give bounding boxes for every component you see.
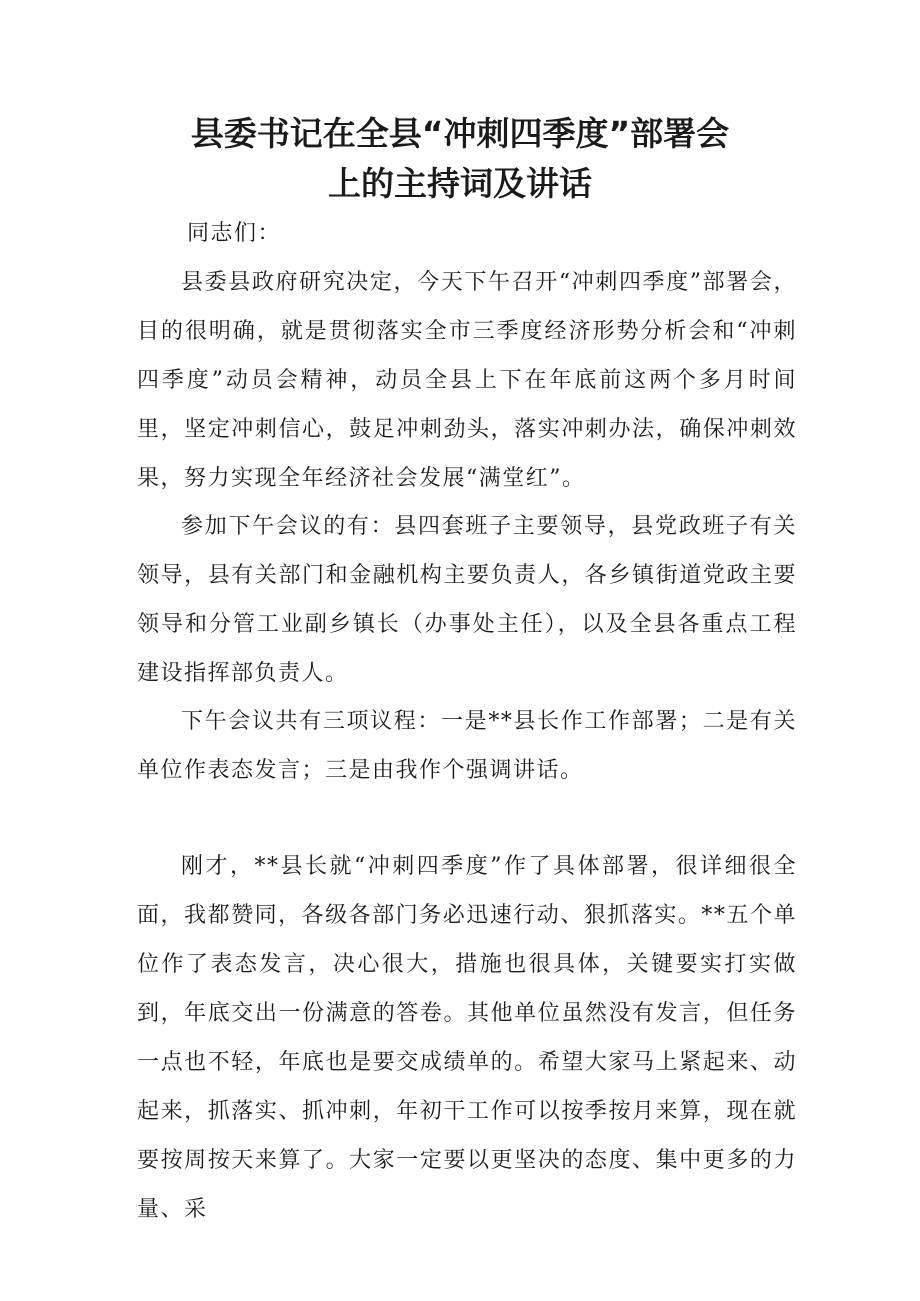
paragraph-attendees: 参加下午会议的有：县四套班子主要领导，县党政班子有关领导，县有关部门和金融机构主要负责人，各乡镇街道党政主要领导和分管工业副乡镇长（办事处主任），以及全县各重点工程建设指挥部负责人。 [137,514,797,686]
paragraph-meeting-purpose: 县委县政府研究决定，今天下午召开“冲刺四季度”部署会，目的很明确，就是贯彻落实全市三季度经济形势分析会和“冲刺四季度”动员会精神，动员全县上下在年底前这两个多月时间里，坚定冲刺信心，鼓足冲刺劲头，落实冲刺办法，确保冲刺效果，努力实现全年经济社会发展“满堂红”。 [137,270,797,491]
paragraph-agenda: 下午会议共有三项议程：一是**县长作工作部署；二是有关单位作表态发言；三是由我作个强调讲话。 [137,709,797,783]
document-title-line-1: 县委书记在全县“冲刺四季度”部署会 [190,114,730,153]
paragraph-speech: 刚才，**县长就“冲刺四季度”作了具体部署，很详细很全面，我都赞同，各级各部门务必迅速行动、狠抓落实。**五个单位作了表态发言，决心很大，措施也很具体，关键要实打实做到，年底交出一份满意的答卷。其他单位虽然没有发言，但任务一点也不轻，年底也是要交成绩单的。希望大家马上紧起来、动起来，抓落实、抓冲刺，年初干工作可以按季按月来算，现在就要按周按天来算了。大家一定要以更坚决的态度、集中更多的力量、采 [137,854,797,1222]
document-title-line-2: 上的主持词及讲话 [328,164,592,203]
greeting: 同志们： [187,221,282,246]
